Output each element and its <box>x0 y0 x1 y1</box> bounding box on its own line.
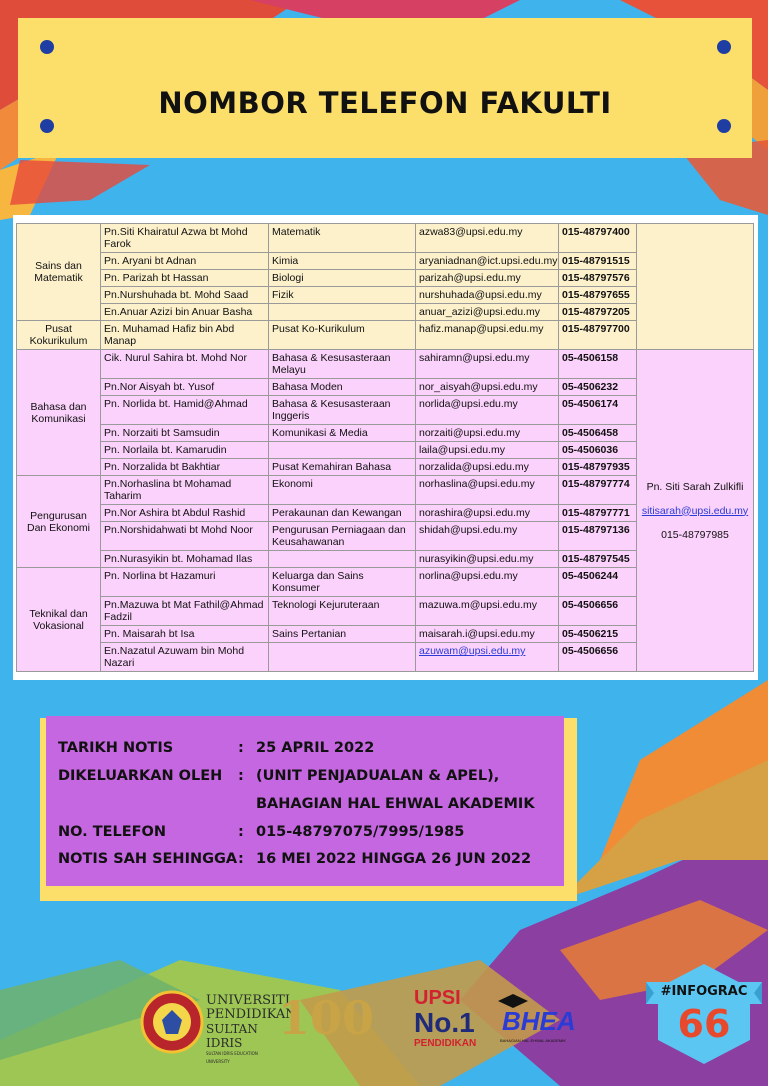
phone-cell: 05-4506244 <box>559 568 637 597</box>
department-cell <box>269 643 416 672</box>
tarikh-label: TARIKH NOTIS <box>58 740 174 756</box>
phone-cell: 05-4506458 <box>559 425 637 442</box>
notice-row-dikeluarkan-2 <box>58 796 535 812</box>
email-cell[interactable]: aryaniadnan@ict.upsi.edu.my <box>416 253 559 270</box>
dikeluarkan-value: (UNIT PENJADUALAN & APEL), <box>256 768 500 784</box>
department-cell: Pusat Ko-Kurikulum <box>269 321 416 350</box>
tarikh-value: 25 APRIL 2022 <box>256 740 375 756</box>
university-en: SULTAN IDRIS EDUCATION UNIVERSITY <box>206 1051 258 1064</box>
department-cell: Bahasa & Kesusasteraan Melayu <box>269 350 416 379</box>
page-title: NOMBOR TELEFON FAKULTI <box>158 86 612 120</box>
coordinator-email-link[interactable]: sitisarah@upsi.edu.my <box>641 504 749 517</box>
email-cell[interactable]: azuwam@upsi.edu.my <box>416 643 559 672</box>
phone-cell: 05-4506215 <box>559 626 637 643</box>
department-cell <box>269 551 416 568</box>
bhea-logo <box>494 1000 598 1050</box>
university-name-line: SULTAN IDRIS <box>206 1022 258 1050</box>
staff-name-cell: Pn.Nor Ashira bt Abdul Rashid <box>101 505 269 522</box>
notice-box <box>46 716 564 886</box>
staff-name-cell: En. Muhamad Hafiz bin Abd Manap <box>101 321 269 350</box>
colon: : <box>238 824 244 840</box>
notice-row-tarikh <box>58 740 374 756</box>
coordinator-cell <box>637 350 754 672</box>
email-cell[interactable]: norlina@upsi.edu.my <box>416 568 559 597</box>
staff-name-cell: Pn. Norzalida bt Bakhtiar <box>101 459 269 476</box>
dikeluarkan-label: DIKELUARKAN OLEH <box>58 768 223 784</box>
phone-cell: 015-48797771 <box>559 505 637 522</box>
email-cell[interactable]: mazuwa.m@upsi.edu.my <box>416 597 559 626</box>
phone-cell: 015-48791515 <box>559 253 637 270</box>
notice-row-telefon <box>58 824 464 840</box>
phone-cell: 015-48797935 <box>559 459 637 476</box>
upsi-text: UPSI <box>414 987 461 1009</box>
staff-name-cell: Pn.Nor Aisyah bt. Yusof <box>101 379 269 396</box>
email-cell[interactable]: hafiz.manap@upsi.edu.my <box>416 321 559 350</box>
centenary-logo <box>278 990 408 1050</box>
university-name-line: PENDIDIKAN <box>206 1007 297 1022</box>
phone-cell: 015-48797774 <box>559 476 637 505</box>
colon: : <box>238 851 244 867</box>
department-cell: Matematik <box>269 224 416 253</box>
department-cell: Kimia <box>269 253 416 270</box>
email-cell[interactable]: sahiramn@upsi.edu.my <box>416 350 559 379</box>
upsi-crest-logo <box>140 990 204 1054</box>
staff-name-cell: Cik. Nurul Sahira bt. Mohd Nor <box>101 350 269 379</box>
phone-cell: 015-48797205 <box>559 304 637 321</box>
notice-row-dikeluarkan <box>58 768 499 784</box>
telefon-label: NO. TELEFON <box>58 824 167 840</box>
staff-name-cell: Pn. Aryani bt Adnan <box>101 253 269 270</box>
dikeluarkan-value-2: BAHAGIAN HAL EHWAL AKADEMIK <box>256 796 535 812</box>
email-cell[interactable]: norlida@upsi.edu.my <box>416 396 559 425</box>
table-row <box>17 350 754 379</box>
department-cell: Pengurusan Perniagaan dan Keusahawanan <box>269 522 416 551</box>
phone-cell: 05-4506656 <box>559 597 637 626</box>
faculty-cell: Bahasa dan Komunikasi <box>17 350 101 476</box>
department-cell: Biologi <box>269 270 416 287</box>
department-cell: Komunikasi & Media <box>269 425 416 442</box>
department-cell <box>269 304 416 321</box>
email-cell[interactable]: nor_aisyah@upsi.edu.my <box>416 379 559 396</box>
coordinator-cell-empty <box>637 224 754 350</box>
email-cell[interactable]: nurshuhada@upsi.edu.my <box>416 287 559 304</box>
corner-dot-icon <box>717 119 731 133</box>
table-row <box>17 224 754 253</box>
email-cell[interactable]: shidah@upsi.edu.my <box>416 522 559 551</box>
phone-cell: 05-4506158 <box>559 350 637 379</box>
sah-value: 16 MEI 2022 HINGGA 26 JUN 2022 <box>256 851 532 867</box>
staff-name-cell: En.Anuar Azizi bin Anuar Basha <box>101 304 269 321</box>
no1-text: No.1 <box>414 1007 475 1038</box>
coordinator-phone: 015-48797985 <box>661 528 729 541</box>
department-cell: Bahasa & Kesusasteraan Inggeris <box>269 396 416 425</box>
university-name-line: UNIVERSITI <box>206 993 290 1008</box>
crest-icon <box>140 990 204 1054</box>
staff-name-cell: Pn. Parizah bt Hassan <box>101 270 269 287</box>
email-cell[interactable]: azwa83@upsi.edu.my <box>416 224 559 253</box>
contact-table <box>16 223 754 672</box>
staff-name-cell: Pn. Norzaiti bt Samsudin <box>101 425 269 442</box>
upsi-no1-logo <box>414 988 494 1060</box>
corner-dot-icon <box>717 40 731 54</box>
department-cell: Keluarga dan Sains Konsumer <box>269 568 416 597</box>
email-cell[interactable]: nurasyikin@upsi.edu.my <box>416 551 559 568</box>
phone-cell: 015-48797400 <box>559 224 637 253</box>
infograc-hashtag: #INFOGRAC <box>660 984 748 999</box>
email-cell[interactable]: norhaslina@upsi.edu.my <box>416 476 559 505</box>
sah-label: NOTIS SAH SEHINGGA <box>58 851 238 867</box>
phone-cell: 015-48797545 <box>559 551 637 568</box>
email-cell[interactable]: norashira@upsi.edu.my <box>416 505 559 522</box>
email-cell[interactable]: laila@upsi.edu.my <box>416 442 559 459</box>
staff-name-cell: Pn. Norlaila bt. Kamarudin <box>101 442 269 459</box>
email-cell[interactable]: anuar_azizi@upsi.edu.my <box>416 304 559 321</box>
department-cell: Pusat Kemahiran Bahasa <box>269 459 416 476</box>
phone-cell: 015-48797700 <box>559 321 637 350</box>
phone-cell: 015-48797655 <box>559 287 637 304</box>
infograc-number: 66 <box>677 1002 731 1046</box>
phone-cell: 015-48797136 <box>559 522 637 551</box>
university-wordmark <box>206 993 297 1064</box>
staff-name-cell: Pn.Norhaslina bt Mohamad Taharim <box>101 476 269 505</box>
phone-cell: 05-4506174 <box>559 396 637 425</box>
telefon-value: 015-48797075/7995/1985 <box>256 824 465 840</box>
department-cell: Perakaunan dan Kewangan <box>269 505 416 522</box>
pendidikan-text: PENDIDIKAN <box>414 1038 477 1049</box>
department-cell: Bahasa Moden <box>269 379 416 396</box>
staff-name-cell: Pn.Siti Khairatul Azwa bt Mohd Farok <box>101 224 269 253</box>
email-cell[interactable]: norzaiti@upsi.edu.my <box>416 425 559 442</box>
colon: : <box>238 768 244 784</box>
staff-name-cell: Pn. Norlida bt. Hamid@Ahmad <box>101 396 269 425</box>
bhea-subtitle: BAHAGIAN HAL EHWAL AKADEMIK <box>500 1038 567 1043</box>
faculty-cell: Sains dan Matematik <box>17 224 101 321</box>
faculty-cell: Pengurusan Dan Ekonomi <box>17 476 101 568</box>
title-banner <box>18 18 752 158</box>
email-cell[interactable]: parizah@upsi.edu.my <box>416 270 559 287</box>
department-cell: Fizik <box>269 287 416 304</box>
colon: : <box>238 740 244 756</box>
staff-name-cell: Pn.Norshidahwati bt Mohd Noor <box>101 522 269 551</box>
department-cell: Teknologi Kejuruteraan <box>269 597 416 626</box>
phone-cell: 05-4506656 <box>559 643 637 672</box>
contact-table-panel <box>13 215 758 680</box>
staff-name-cell: Pn.Nurshuhada bt. Mohd Saad <box>101 287 269 304</box>
staff-name-cell: En.Nazatul Azuwam bin Mohd Nazari <box>101 643 269 672</box>
email-cell[interactable]: maisarah.i@upsi.edu.my <box>416 626 559 643</box>
centenary-number: 100 <box>278 991 375 1045</box>
corner-dot-icon <box>40 40 54 54</box>
department-cell <box>269 442 416 459</box>
phone-cell: 05-4506036 <box>559 442 637 459</box>
staff-name-cell: Pn. Maisarah bt Isa <box>101 626 269 643</box>
staff-name-cell: Pn.Mazuwa bt Mat Fathil@Ahmad Fadzil <box>101 597 269 626</box>
notice-row-sah <box>58 851 531 867</box>
email-cell[interactable]: norzalida@upsi.edu.my <box>416 459 559 476</box>
department-cell: Sains Pertanian <box>269 626 416 643</box>
staff-name-cell: Pn. Norlina bt Hazamuri <box>101 568 269 597</box>
phone-cell: 015-48797576 <box>559 270 637 287</box>
faculty-cell: Pusat Kokurikulum <box>17 321 101 350</box>
coordinator-name: Pn. Siti Sarah Zulkifli <box>646 480 744 493</box>
staff-name-cell: Pn.Nurasyikin bt. Mohamad Ilas <box>101 551 269 568</box>
corner-dot-icon <box>40 119 54 133</box>
bhea-text: BHEA <box>502 1006 576 1036</box>
faculty-cell: Teknikal dan Vokasional <box>17 568 101 672</box>
phone-cell: 05-4506232 <box>559 379 637 396</box>
department-cell: Ekonomi <box>269 476 416 505</box>
